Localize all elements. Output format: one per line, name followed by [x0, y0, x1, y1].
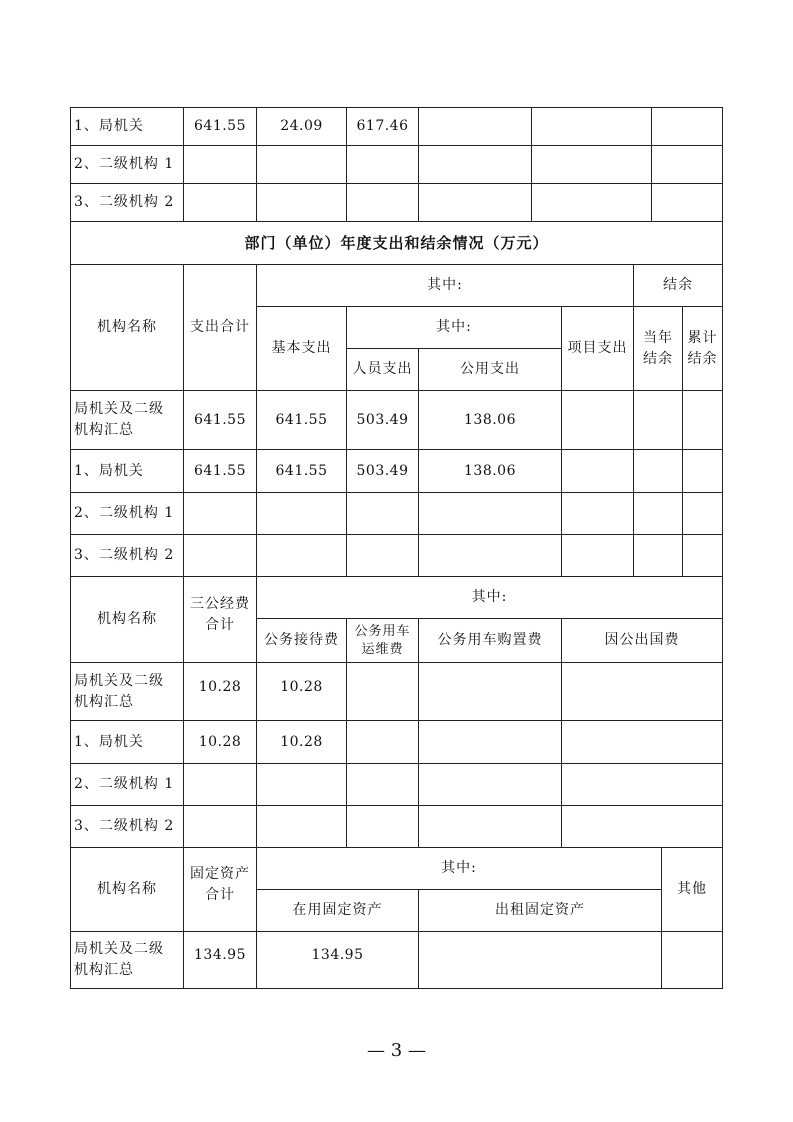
s1-row1-c3: 617.46	[356, 118, 409, 134]
s1-row1-c1: 641.55	[194, 118, 246, 134]
s2-row2-personnel: 503.49	[356, 462, 409, 479]
s2-row2-basic: 641.55	[275, 462, 328, 479]
s4-header-of-which: 其中:	[441, 860, 477, 876]
s2-row1-name: 局机关及二级 机构汇总	[74, 401, 164, 438]
s2-title: 部门（单位）年度支出和结余情况（万元）	[244, 233, 549, 252]
s2-header-of-which: 其中:	[427, 277, 463, 293]
s3-row2-total: 10.28	[198, 733, 242, 750]
s2-header-basic: 基本支出	[271, 340, 332, 356]
s2-header-project: 项目支出	[567, 340, 628, 356]
s2-header-total: 支出合计	[190, 319, 250, 335]
s2-row1-basic: 641.55	[275, 411, 328, 428]
s1-row1-c2: 24.09	[280, 118, 323, 134]
s3-row2-reception: 10.28	[280, 733, 323, 750]
s2-header-cumulative-balance: 累计 结余	[687, 329, 718, 367]
s3-header-vehicle-maint: 公务用车 运维费	[354, 623, 411, 657]
s2-header-current-balance: 当年 结余	[643, 329, 673, 367]
s2-row1-public: 138.06	[464, 411, 516, 428]
s1-row3-name: 3、二级机构 2	[74, 194, 175, 210]
s3-header-total: 三公经费 合计	[190, 595, 250, 633]
s3-row4-name: 3、二级机构 2	[74, 818, 175, 834]
s3-row1-total: 10.28	[198, 679, 242, 695]
s4-row1-in-use: 134.95	[311, 946, 364, 963]
s1-row2-name: 2、二级机构 1	[74, 156, 175, 172]
s1-row1-name: 1、局机关	[74, 118, 144, 134]
s2-row1-total: 641.55	[194, 411, 246, 428]
s4-header-in-use: 在用固定资产	[292, 902, 383, 918]
s2-header-of-which2: 其中:	[436, 319, 472, 335]
s4-row1-total: 134.95	[194, 946, 246, 963]
s2-header-personnel: 人员支出	[352, 361, 413, 377]
s2-row1-personnel: 503.49	[356, 411, 409, 428]
s2-header-public: 公用支出	[460, 361, 520, 377]
s3-row1-name: 局机关及二级 机构汇总	[74, 672, 164, 710]
s2-row4-name: 3、二级机构 2	[74, 547, 175, 563]
s3-header-name: 机构名称	[97, 611, 157, 627]
s2-header-name: 机构名称	[97, 319, 157, 335]
s3-row3-name: 2、二级机构 1	[74, 776, 175, 792]
s3-header-of-which: 其中:	[471, 589, 508, 605]
s3-row2-name: 1、局机关	[74, 733, 144, 750]
s4-header-total: 固定资产 合计	[190, 865, 250, 903]
s3-row1-reception: 10.28	[280, 679, 323, 695]
s3-header-reception: 公务接待费	[264, 632, 339, 648]
s4-row1-name: 局机关及二级 机构汇总	[74, 941, 164, 978]
page-number: — 3 —	[367, 1040, 426, 1061]
s2-row2-total: 641.55	[194, 462, 246, 479]
s3-header-vehicle-purchase: 公务用车购置费	[437, 632, 543, 648]
s2-row2-name: 1、局机关	[74, 462, 144, 479]
s4-header-rented: 出租固定资产	[495, 902, 585, 918]
s2-row3-name: 2、二级机构 1	[74, 505, 175, 521]
s4-header-other: 其他	[677, 881, 707, 897]
s4-header-name: 机构名称	[97, 881, 157, 897]
s2-header-balance: 结余	[663, 277, 693, 293]
s3-header-overseas: 因公出国费	[604, 632, 680, 648]
s2-row2-public: 138.06	[464, 462, 516, 479]
